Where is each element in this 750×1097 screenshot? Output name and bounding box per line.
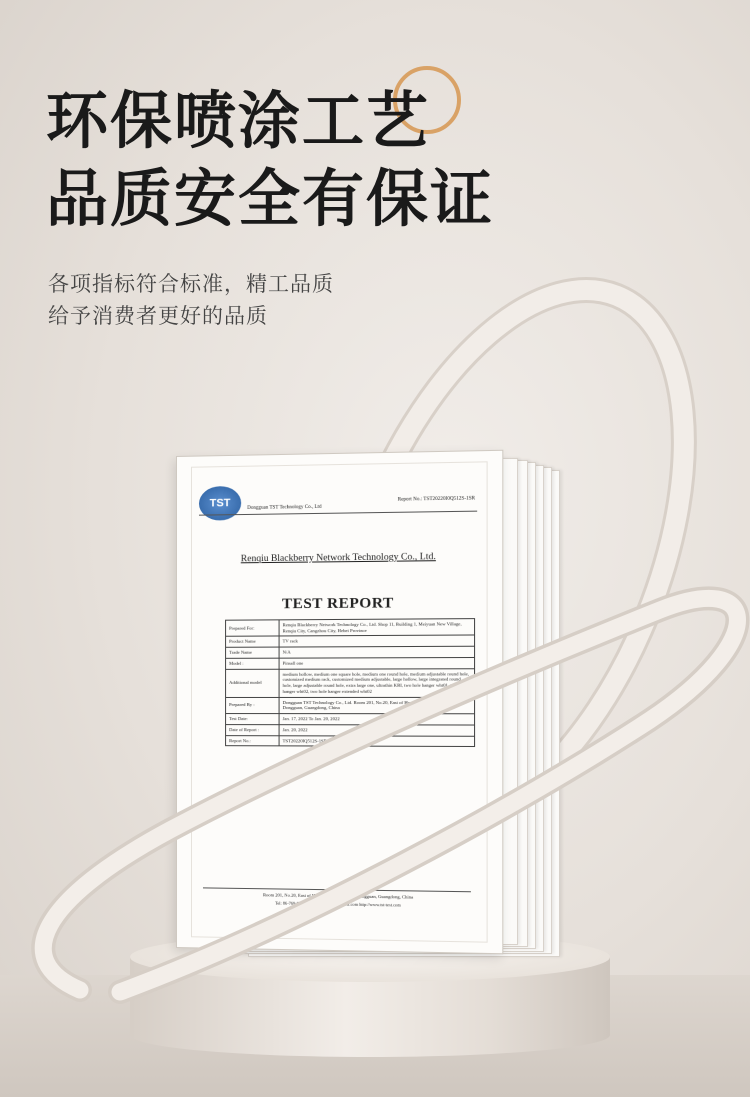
row-value: Dongguan TST Technology Co., Ltd. Room 201, No.20, East of Houjie Avenue, Houjie, Dongguan, Guangdong, China [279, 697, 474, 714]
row-key: Report No.: [226, 735, 279, 746]
row-value: Renqiu Blackberry Network Technology Co., Ltd. Shop 11, Building 1, Meiyuan New Village, Renqiu City, Cangzhou City, Hebei Province [279, 619, 474, 637]
row-key: Product Name [226, 636, 279, 647]
row-value: Pinsall one [279, 657, 474, 668]
row-value: Jan. 20, 2022 [279, 724, 474, 735]
subtext-line-1: 各项指标符合标准，精工品质 [48, 272, 334, 296]
report-footer-contact: Tel: 86-769-85008303 E-mail: tst@tst-test.com http://www.tst-test.com [275, 900, 401, 908]
row-key: Date of Report : [226, 724, 279, 735]
report-header-left: Dongguan TST Technology Co., Ltd [247, 504, 322, 511]
row-key: Test Date: [226, 714, 279, 725]
row-value: Jan. 17, 2022 To Jan. 20, 2022 [279, 714, 474, 725]
row-value: N/A [279, 646, 474, 658]
tst-logo: TST [199, 486, 241, 521]
row-key: Prepared By : [226, 697, 279, 714]
headline-line-1: 环保喷涂工艺 [46, 84, 431, 157]
row-key: Prepared For: [226, 620, 279, 637]
row-value: TST20220IQ512S-1SR [279, 735, 474, 746]
row-value: TV rack [279, 635, 474, 647]
report-footer-address: Room 201, No.20, East of Houjie Avenue, Houjie, Dongguan, Guangdong, China [262, 892, 414, 900]
headline-line-2: 品质安全有保证 [46, 162, 495, 235]
row-key: Model : [226, 658, 279, 669]
row-key: Trade Name [226, 647, 279, 658]
report-header-right: Report No.: TST20220I0Q512S-1SR [397, 496, 476, 503]
subtext-line-2: 给予消费者更好的品质 [48, 304, 268, 328]
row-key: Additional model [226, 669, 279, 697]
row-value: medium hollow, medium one square hole, medium one round hole, medium adjustable round hole, customized medium rack, customized medium adjustable, large hollow, large integrated round hole, large adjustable round hole, extra large one, ultrathin KBI, two hole hanger wht01, two hole hanger wht02, two hole hanger extended wht02 [279, 668, 474, 697]
report-title: TEST REPORT [281, 595, 394, 613]
report-company: Renqiu Blackberry Network Technology Co., Ltd. [240, 552, 436, 565]
